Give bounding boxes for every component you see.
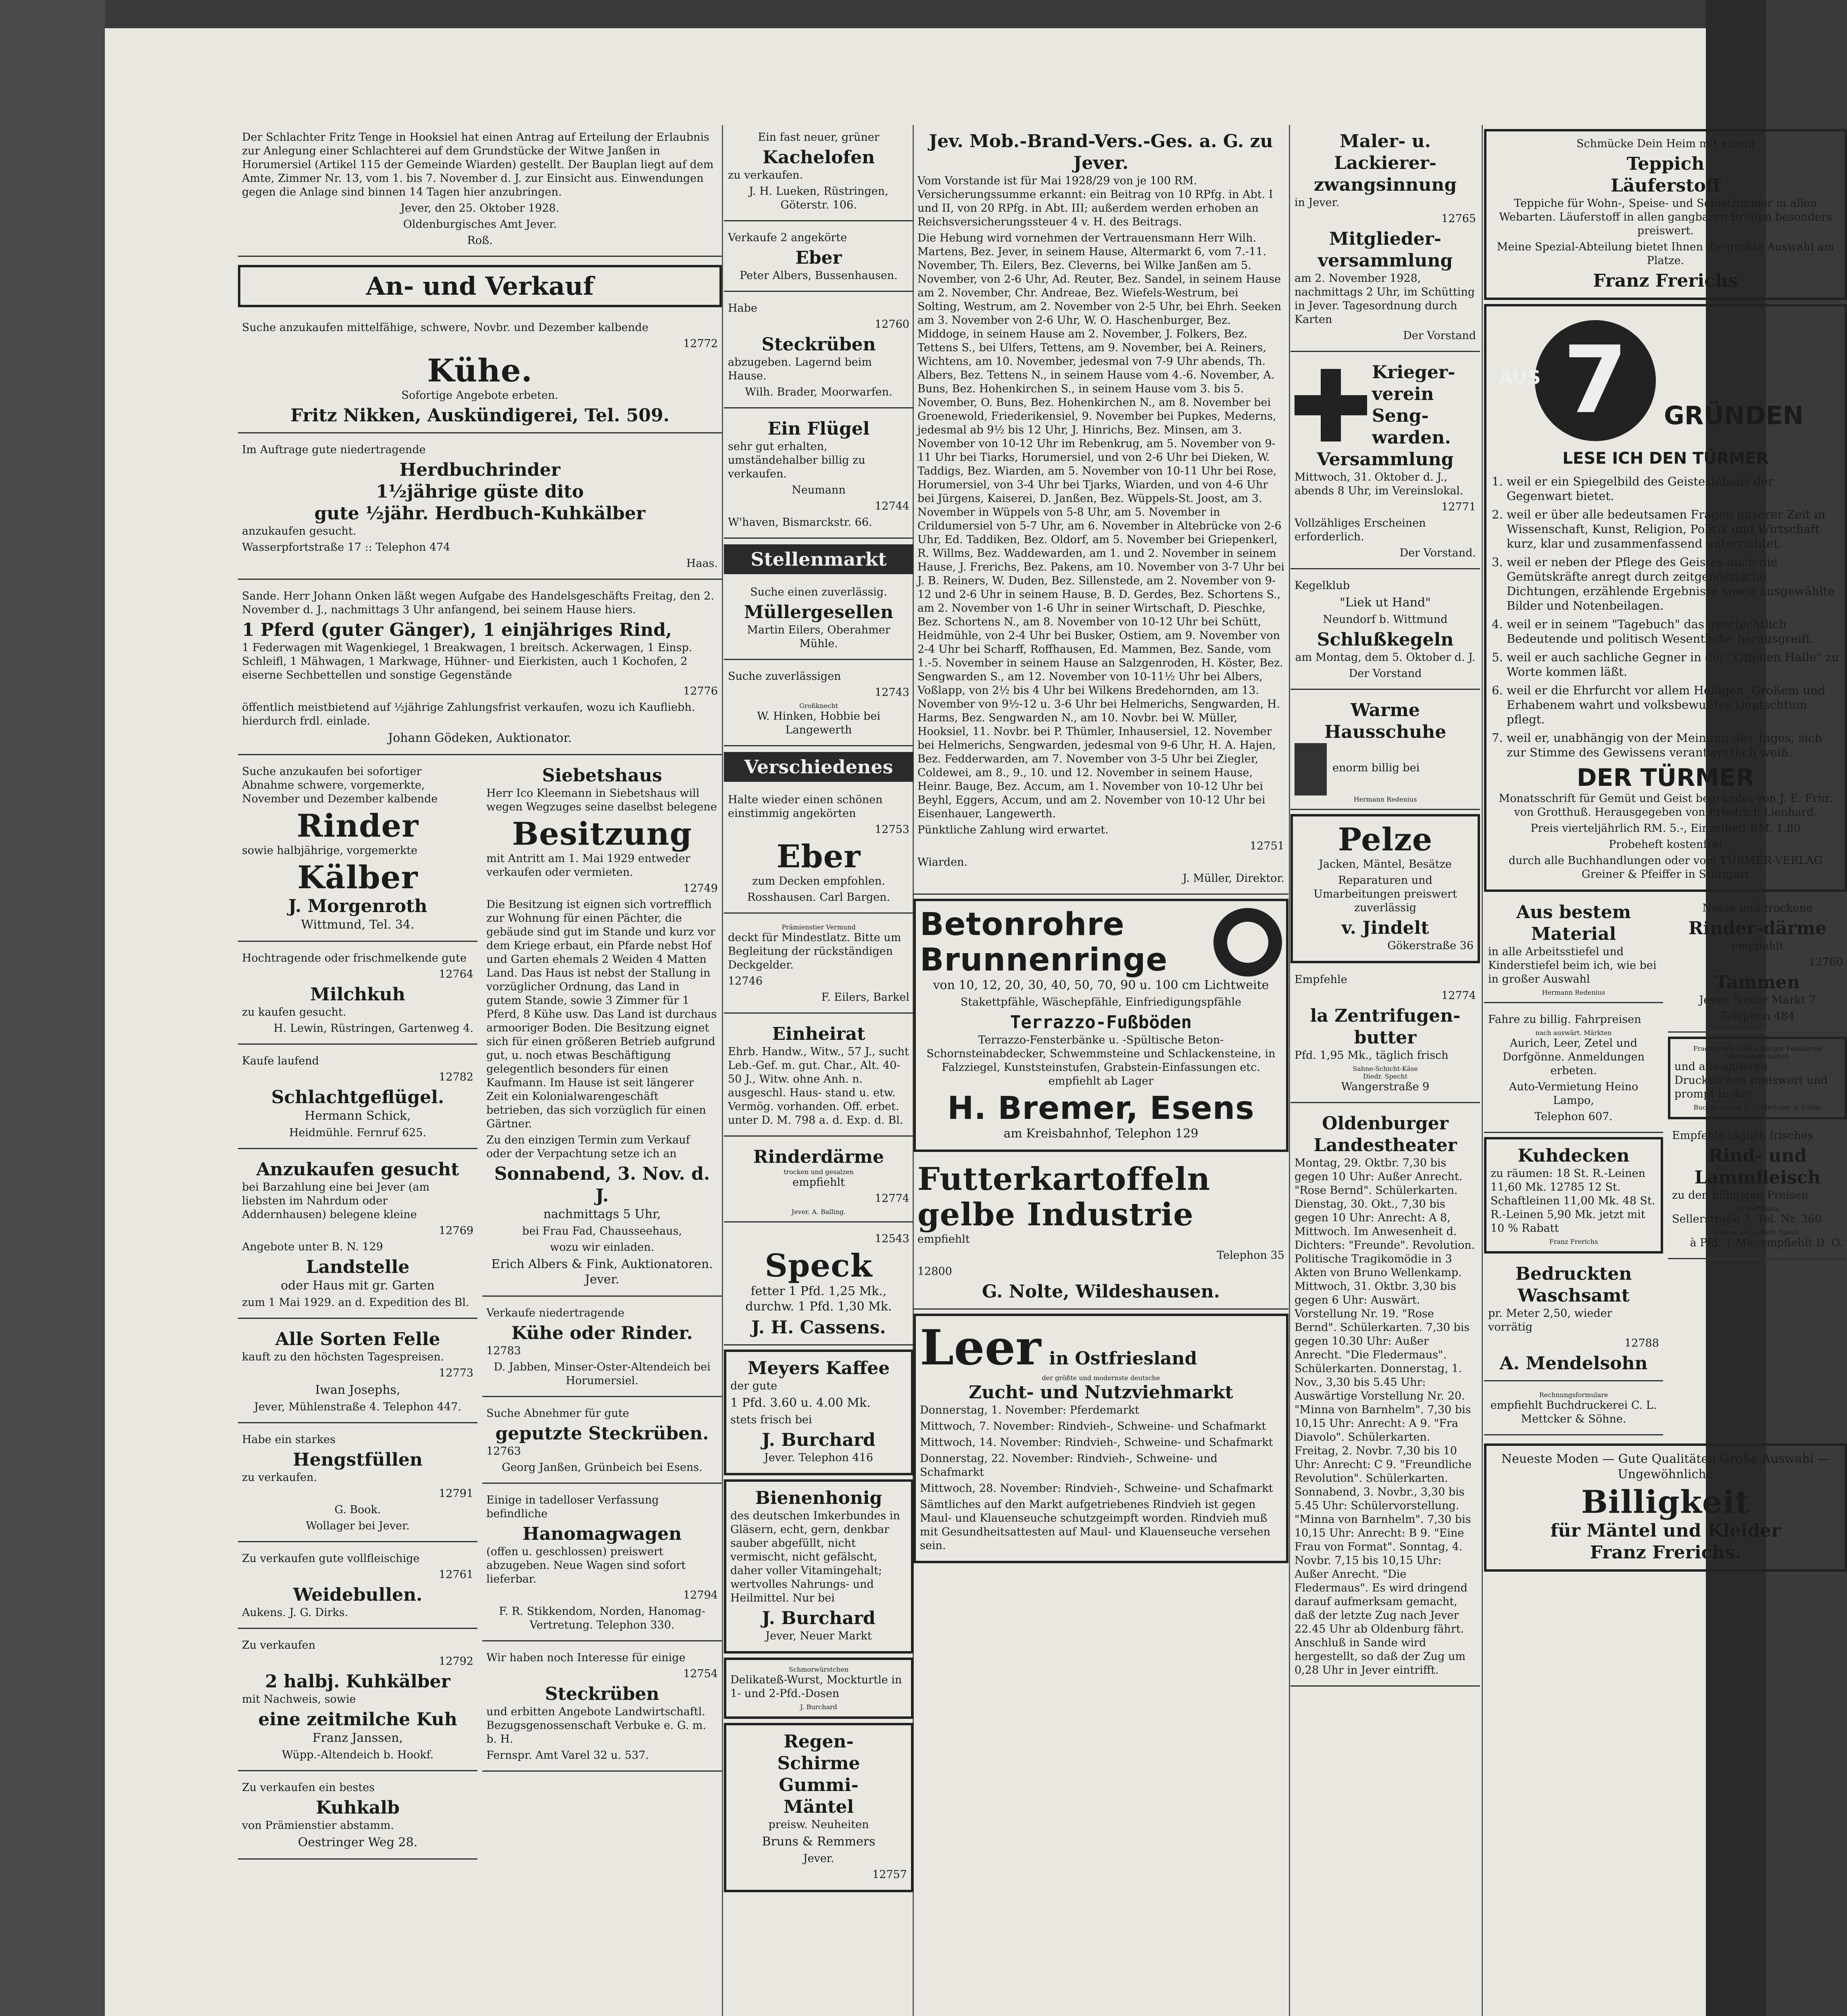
ad-kuehe-oder-rinder: Verkaufe niedertragende Kühe oder Rinder. 12783 D. Jabben, Minser-Oster-Altendeich bei Horumersiel. (482, 1301, 722, 1397)
ad-kuhkalb: Zu verkaufen ein bestes Kuhkalb von Prämienstier abstamm. Oestringer Weg 28. (238, 1775, 477, 1860)
column-2 (724, 125, 913, 2016)
ad-grossknecht: Suche zuverlässigen 12743 Großknecht W. Hinken, Hobbie bei Langewerth (724, 664, 913, 746)
column-4 (1290, 125, 1480, 2016)
ad-billigkeit: Neueste Moden — Gute Qualitäten Große Auswahl — Ungewöhnliche Billigkeit für Mäntel und Kleider Franz Frerichs. (1484, 1443, 1847, 1572)
leer-date-1: Donnerstag, 1. November: Pferdemarkt (920, 1404, 1139, 1416)
ad-eber-decken: Halte wieder einen schönen einstimmig angekörten 12753 Eber zum Decken empfohlen. Rosshausen. Carl Bargen. (724, 787, 913, 914)
ad-siebetshaus: Siebetshaus Herr Ico Kleemann in Siebetshaus will wegen Wegzuges seine daselbst belegene Besitzung mit Antritt am 1. Mai 1929 entweder verkaufen oder vermieten. 12749 Die Besitzung ist eignen sich vortrefflich zur Wohnung für einen Pächter, die gebäude sind gut im Stande und kurz vor dem Kriege erbaut, ein Pfarde nebst Hof und Garten ehemals 2 Weiden 4 Matten Land. Das Haus ist nebst der Stallung in vorzüglicher Ordnung, das Land in gutem Stande, sowie 3 Zimmer für 1 Pferd, 8 Kühe usw. Das Land ist durchaus armooriger Boden. Die Besitzung eignet sich für einen größeren Betrieb aufgrund gut, u. noch etwas Beschäftigung gelegentlich besonders für einen Kaufmann. Im Hause ist seit längerer Zeit ein Kolonialwarengeschäft betrieben, das sich vorzüglich für einen Gärtner. Zu den einzigen Termin zum Verkauf oder der Verpachtung setze ich an Sonnabend, 3. Nov. d. J. nachmittags 5 Uhr, bei Frau Fad, Chausseehaus, wozu wir einladen. Erich Albers & Fink, Auktionatoren. Jever. (482, 759, 722, 1297)
leer-date-4: Donnerstag, 22. November: Rindvieh-, Schweine- und Schafmarkt (920, 1452, 1217, 1479)
section-title-stellenmarkt: Stellenmarkt (724, 544, 913, 574)
ad-kriegerverein: Krieger-verein Seng-warden. Versammlung Mittwoch, 31. Oktober d. J., abends 8 Uhr, im Vereinslokal. 12771 Vollzähliges Erscheinen erforderlich. Der Vorstand. (1290, 356, 1480, 569)
leer-date-5: Mittwoch, 28. November: Rindvieh-, Schweine- und Schafmarkt (920, 1482, 1273, 1495)
beton-header: Betonrohre Brunnenringe (920, 907, 1282, 978)
ad-bestes-material: Aus bestem Material in alle Arbeitsstiefel und Kinderstiefel beim ich, wie bei in großer Auswahl Hermann Redenius (1484, 896, 1663, 1003)
ad-eber: Verkaufe 2 angekörte Eber Peter Albers, Bussenhausen. (724, 225, 913, 292)
ad-betonrohre: Betonrohre Brunnenringe von 10, 12, 20, 30, 40, 50, 70, 90 u. 100 cm Lichtweite Stakettpfähle, Wäschepfähle, Einfriedigungspfähle Terrazzo-Fußböden Terrazzo-Fensterbänke u. -Spültische Beton-Schornsteinabdecker, Schwemmsteine und Schlackensteine, in Falzziegel, Kunststeinstufen, Grabstein-Einfassungen etc. empfiehlt ab Lager H. Bremer, Esens am Kreisbahnhof, Telephon 129 (913, 899, 1288, 1152)
ad-zentrifugenbutter: Empfehle 12774 la Zentrifugen-butter Pfd. 1,95 Mk., täglich frisch Sahne-Schicht-Käse Diedr. Specht Wangerstraße 9 (1290, 967, 1480, 1103)
col1-right (482, 759, 722, 1864)
ad-milchkuh: Hochtragende oder frischmelkende gute 12764 Milchkuh zu kaufen gesucht. H. Lewin, Rüstringen, Gartenweg 4. (238, 946, 477, 1045)
ad-der-tuermer: AUS 7 GRÜNDEN LESE ICH DEN TÜRMER 1. weil er ein Spiegelbild des Geisteslebens der Gegenwart bietet. 2. weil er über alle bedeutsamen Fragen unserer Zeit in Wissenschaft, Kunst, Religion, Politik und Wirtschaft kurz, klar und zusammenfassend unterrichtet. 3. weil er neben der Pflege des Geistes auch die Gemütskräfte anregt durch zeitgenössische Dichtungen, erzählende Ergebnisse sowie ausgewählte Bilder und Notenbeilagen. 4. weil er in seinem "Tagebuch" das geschichtlich Bedeutende und politisch Wesentliche herausgreift. 5. weil er auch sachliche Gegner in der "Offenen Halle" zu Worte kommen läßt. 6. weil er die Ehrfurcht vor allem Heiligen, Großem und Erhabenem wahrt und volksbewußtes Deutschtum pflegt. 7. weil er, unabhängig von der Meinung des Tages, sich zur Stimme des Gewissens verantwortlich weiß. DER TÜRMER Monatsschrift für Gemüt und Geist begründet von J. E. Frhr. von Grotthuß. Herausgegeben von Friedrich Lienhard. Preis vierteljährlich RM. 5.-, Einzelheft RM. 1,80 Probeheft kostenfrei durch alle Buchhandlungen oder vom TÜRMER-VERLAG Greiner & Pfeiffer in Stuttgart (1484, 304, 1847, 892)
ad-praemienstier: Prämienstier Vermund deckt für Mindestlatz. Bitte um Begleitung der rückständigen Deckgelder. 12746 F. Eilers, Barkel (724, 918, 913, 1014)
ad-kachelofen: Ein fast neuer, grüner Kachelofen zu verkaufen. J. H. Lueken, Rüstringen, Göterstr. 106. (724, 125, 913, 221)
newspaper-page (105, 28, 1843, 2016)
seven-badge: 7 (1535, 320, 1656, 441)
ad-fluegel: Ein Flügel sehr gut erhalten, umständehalber billig zu verkaufen. Neumann 12744 W'haven, Bismarckstr. 66. (724, 412, 913, 539)
tuermer-header: AUS 7 GRÜNDEN (1491, 312, 1841, 449)
col5-split (1484, 896, 1847, 1439)
column-rule (1482, 125, 1483, 2016)
ad-rinder-kaelber: Suche anzukaufen bei sofortiger Abnahme schwere, vorgemerkte, November und Dezember kalbende Rinder sowie halbjährige, vorgemerkte Kälber J. Morgenroth Wittmund, Tel. 34. (238, 759, 477, 942)
ring-icon (1213, 908, 1282, 977)
leer-date-2: Mittwoch, 7. November: Rindvieh-, Schweine- und Schafmarkt (920, 1420, 1266, 1433)
col5-right (1668, 896, 1847, 1439)
col5-left (1484, 896, 1663, 1439)
ad-kegelklub: Kegelklub "Liek ut Hand" Neundorf b. Wittmund Schlußkegeln am Montag, dem 5. Oktober d. J. Der Vorstand (1290, 573, 1480, 690)
notice-tenge: Der Schlachter Fritz Tenge in Hooksiel hat einen Antrag auf Erteilung der Erlaubnis zur Anlegung einer Schlachterei auf dem Grundstücke der Witwe Janßen in Horumersiel (Artikel 115 der Gemeinde Wiarden) gestellt. Der Bauplan liegt auf dem Amte, Zimmer Nr. 13, vom 1. bis 7. November d. J. zur Einsicht aus. Einwendungen gegen die Anlage sind binnen 14 Tagen hier anzubringen. Jever, den 25. Oktober 1928. Oldenburgisches Amt Jever. Roß. (238, 125, 722, 257)
column-3 (913, 125, 1288, 2016)
ad-steckrueben-gesucht: Wir haben noch Interesse für einige 12754 Steckrüben und erbitten Angebote Landwirtschaftl. Bezugsgenossenschaft Verbuke e. G. m. b. H. Fernspr. Amt Varel 32 u. 537. (482, 1645, 722, 1772)
ad-rinderdaerme: Rinderdärme trocken und gesalzen empfiehlt 12774 Jever. A. Balling. (724, 1141, 913, 1223)
ad-landestheater: Oldenburger Landestheater Montag, 29. Oktbr. 7,30 bis gegen 10 Uhr: Außer Anrecht. "Rose Bernd". Schülerkarten. Dienstag, 30. Okt., 7,30 bis gegen 10 Uhr: Anrecht: A 8, Mittwoch. Im Anwesenheit d. Dichters: "Freunde". Revolution. Politische Tragikomödie in 3 Akten von Bruno Wellenkamp. Mittwoch, 31. Oktbr. 3,30 bis gegen 6 Uhr: Auswärt. Vorstellung Nr. 19. "Rose Bernd". Schülerkarten. 7,30 bis gegen 10.30 Uhr: Außer Anrecht. "Die Fledermaus". Schülerkarten. Donnerstag, 1. Nov., 3,30 bis 5.45 Uhr: Auswärtige Vorstellung Nr. 20. "Minna von Barnhelm". 7,30 bis 10,15 Uhr: Anrecht: A 9. "Fra Diavolo". Schülerkarten. Freitag, 2. Novbr. 7,30 bis 10 Uhr: Anrecht: C 9. "Freundliche Revolution". Schülerkarten. Sonnabend, 3. Novbr., 3,30 bis 5.45 Uhr: Schülervorstellung. "Minna von Barnhelm". 7,30 bis 10,15 Uhr: Anrecht: B 9. "Eine Frau von Format". Sonntag, 4. Novbr. 7,15 bis 10,15 Uhr: Außer Anrecht. "Die Fledermaus". Es wird dringend darauf aufmerksam gemacht, daß der letzte Zug nach Jever 22.45 Uhr ab Oldenburg fährt. Anschluß in Sande wird hergestellt, so daß der Zug um 0,28 Uhr in Jever eintrifft. (1290, 1107, 1480, 1687)
ad-leer-viehmarkt: Leer in Ostfriesland der größte und modernste deutsche Zucht- und Nutzviehmarkt Donnerstag, 1. November: Pferdemarkt Mittwoch, 7. November: Rindvieh-, Schweine- und Schafmarkt Mittwoch, 14. November: Rindvieh-, Schweine- und Schafmarkt Donnerstag, 22. November: Rindvieh-, Schweine- und Schafmarkt Mittwoch, 28. November: Rindvieh-, Schweine- und Schafmarkt Sämtliches auf den Markt aufgetriebenes Rindvieh ist gegen Maul- und Klauenseuche schutzgeimpft worden. Rindvieh muß mit Gesundheitsattesten auf Maul- und Klauenseuche versehen sein. (913, 1314, 1288, 1563)
ad-onken-auction: Sande. Herr Johann Onken läßt wegen Aufgabe des Handelsgeschäfts Freitag, den 2. November d. J., nachmittags 3 Uhr anfangend, bei seinem Hause hiers. 1 Pferd (guter Gänger), 1 einjähriges Rind, 1 Federwagen mit Wagenkiegel, 1 Breakwagen, 1 breitsch. Ackerwagen, 1 Einsp. Schleifl, 1 Mähwagen, 1 Markwage, Hühner- und Eierkisten, auch 1 Kochofen, 2 eiserne Sechbettellen und sonstige Gegenstände 12776 öffentlich meistbietend auf ½jährige Zahlungsfrist verkaufen, wozu ich Kaufliebh. hierdurch frdl. einlade. Johann Gödeken, Auktionator. (238, 584, 722, 755)
ad-weidebullen: Zu verkaufen gute vollfleischige 12761 Weidebullen. Aukens. J. G. Dirks. (238, 1546, 477, 1629)
ad-einheirat: Einheirat Ehrb. Handw., Witw., 57 J., sucht Leb.-Gef. m. gut. Char., Alt. 40-50 J., Witw. ohne Anh. n. ausgeschl. Haus- stand u. etw. Vermög. vorhanden. Off. erbet. unter D. M. 798 a. d. Exp. d. Bl. (724, 1018, 913, 1137)
ad-regenschirme: Regen- Schirme Gummi- Mäntel preisw. Neuheiten Bruns & Remmers Jever. 12757 (724, 1723, 913, 1892)
ad-hanomagwagen: Einige in tadelloser Verfassung befindliche Hanomagwagen (offen u. geschlossen) preiswert abzugeben. Neue Wagen sind sofort lieferbar. 12794 F. R. Stikkendom, Norden, Hanomag-Vertretung. Telephon 330. (482, 1488, 722, 1641)
ad-speck: 12543 Speck fetter 1 Pfd. 1,25 Mk., durchw. 1 Pfd. 1,30 Mk. J. H. Cassens. (724, 1227, 913, 1345)
ad-felle: Alle Sorten Felle kauft zu den höchsten Tagespreisen. 12773 Iwan Josephs, Jever, Mühlenstraße 4. Telephon 447. (238, 1323, 477, 1423)
col1-split (238, 759, 722, 1864)
slipper-icon (1295, 743, 1327, 796)
leer-date-3: Mittwoch, 14. November: Rindvieh-, Schweine- und Schafmarkt (920, 1436, 1273, 1449)
ad-rechnungsformulare: Rechnungsformulare empfiehlt Buchdruckerei C. L. Mettcker & Söhne. (1484, 1385, 1663, 1435)
ad-rind-lammfleisch: Empfehle täglich frisches Rind- und Lammfleisch zu den billigsten Preisen M. Hoffmann Sellerstraße 7, Tel. Nr. 360 Fetten geräuchert. Speck à Pfd. 1 Mk. empfiehlt D. O. (1668, 1123, 1847, 1259)
ad-steckrueben: Habe 12760 Steckrüben abzugeben. Lagernd beim Hause. Wilh. Brader, Moorwarfen. (724, 296, 913, 408)
ad-kuhdecken: Kuhdecken zu räumen: 18 St. R.-Leinen 11,60 Mk. 12785 12 St. Schaftleinen 11,00 Mk. 48 St. R.-Leinen 5,90 Mk. jetzt mit 10 % Rabatt Franz Frerichs (1484, 1137, 1663, 1254)
ad-schmorwuerstchen: Schmorwürstchen Delikateß-Wurst, Mockturtle in 1- und 2-Pfd.-Dosen J. Burchard (724, 1658, 913, 1719)
tuermer-reasons: 1. weil er ein Spiegelbild des Geisteslebens der Gegenwart bietet. 2. weil er über alle bedeutsamen Fragen unserer Zeit in Wissenschaft, Kunst, Religion, Politik und Wirtschaft kurz, klar und zusammenfassend unterrichtet. 3. weil er neben der Pflege des Geistes auch die Gemütskräfte anregt durch zeitgenössische Dichtungen, erzählende Ergebnisse sowie ausgewählte Bilder und Notenbeilagen. 4. weil er in seinem "Tagebuch" das geschichtlich Bedeutende und politisch Wesentliche herausgreift. 5. weil er auch sachliche Gegner in der "Offenen Halle" zu Worte kommen läßt. 6. weil er die Ehrfurcht vor allem Heiligen, Großem und Erhabenem wahrt und volksbewußtes Deutschtum pflegt. 7. weil er, unabhängig von der Meinung des Tages, sich zur Stimme des Gewissens verantwortlich weiß. (1491, 474, 1841, 760)
ad-frachtbriefe: Frachtbriefe Kolli-anhänger Postkarten Nachnahme-karten und alle anderen Drucksachen preiswert und prompt in der Buchdruckerei C. L. Mettcker & Söhne (1668, 1037, 1847, 1119)
ad-kuehe: Suche anzukaufen mittelfähige, schwere, Novbr. und Dezember kalbende 12772 Kühe. Sofortige Angebote erbeten. Fritz Nikken, Auskündigerei, Tel. 509. (238, 315, 722, 433)
ad-meyers-kaffee: Meyers Kaffee der gute 1 Pfd. 3.60 u. 4.00 Mk. stets frisch bei J. Burchard Jever. Telephon 416 (724, 1350, 913, 1475)
ad-hengstfuellen: Habe ein starkes Hengstfüllen zu verkaufen. 12791 G. Book. Wollager bei Jever. (238, 1427, 477, 1542)
col1-left (238, 759, 477, 1864)
column-rule (722, 125, 723, 2016)
ad-geputzte-steckrueben: Suche Abnehmer für gute geputzte Steckrüben. 12763 Georg Janßen, Grünbeich bei Esens. (482, 1401, 722, 1484)
iron-cross-icon (1295, 369, 1367, 442)
ad-auto-vermietung: Fahre zu billig. Fahrpreisen nach auswärt. Märkten Aurich, Leer, Zetel und Dorfgönne. Anmeldungen erbeten. Auto-Vermietung Heino Lampo, Telephon 607. (1484, 1007, 1663, 1133)
ad-teppich: Schmücke Dein Heim mit einem Teppich Läuferstoff Teppiche für Wohn-, Speise- und Schlafzimmer in allen Webarten. Läuferstoff in allen gangbaren Breiten besonders preiswert. Meine Spezial-Abteilung bietet Ihnen die größte Auswahl am Platze. Franz Frerichs (1484, 129, 1847, 300)
ad-kuhkaelber: Zu verkaufen 12792 2 halbj. Kuhkälber mit Nachweis, sowie eine zeitmilche Kuh Franz Janssen, Wüpp.-Altendeich b. Hookf. (238, 1633, 477, 1771)
ad-naturdaerme: Nasse und trockene Rinder-därme empfiehlt 12760 Tammen Jever, Neuer Markt 7 Telephon 484 (1668, 896, 1847, 1033)
scan-background-left (0, 0, 105, 2016)
ad-muellergesellen: Suche einen zuverlässig. Müllergesellen Martin Eilers, Oberahmer Mühle. (724, 580, 913, 660)
column-5 (1484, 125, 1847, 2016)
ad-waschsamt: Bedruckten Waschsamt pr. Meter 2,50, wieder vorrätig 12788 A. Mendelsohn (1484, 1258, 1663, 1381)
ad-schlachtgefluegel: Kaufe laufend 12782 Schlachtgeflügel. Hermann Schick, Heidmühle. Fernruf 625. (238, 1049, 477, 1149)
ad-bienenhonig: Bienenhonig des deutschen Imkerbundes in Gläsern, echt, gern, denkbar sauber abgefüllt, nicht vermischt, nicht gefälscht, daher voller Vitamingehalt; wertvolles Nahrungs- und Heilmittel. Nur bei J. Burchard Jever, Neuer Markt (724, 1479, 913, 1654)
section-title-verschiedenes: Verschiedenes (724, 752, 913, 782)
column-1 (238, 125, 722, 2016)
ad-brandversicherung: Jev. Mob.-Brand-Vers.-Ges. a. G. zu Jever. Vom Vorstande ist für Mai 1928/29 von je 100 RM. Versicherungssumme erkannt: ein Beitrag von 10 RPfg. in Abt. I und II, von 20 RPfg. in Abt. III; außerdem werden erhoben an Reichsversicherungssteuer 4 v. H. des Beitrags. Die Hebung wird vornehmen der Vertrauensmann Herr Wilh. Martens, Bez. Jever, in seinem Hause, Altermarkt 6, vom 7.-11. November, Th. Eilers, Bez. Cleverns, bei Wilke Janßen am 5. November, von 2-6 Uhr, Ad. Reuter, Bez. Sandel, in seinem Hause am 2. November, Chr. Andreae, Bez. Wiefels-Westrum, bei Solting, Westrum, am 2. November von 2-5 Uhr, bei Ehrh. Seeken am 3. November von 2-6 Uhr, W. O. Haschenburger, Bez. Middoge, in seinem Hause am 2. November, J. Folkers, Bez. Tettens S., bei Ulfers, Tettens, am 9. November, bei A. Reiners, Wichtens, am 10. November, jedesmal von 7-9 Uhr abends, Th. Albers, Bez. Tettens N., in seinem Hause vom 4.-6. November, A. Buns, Bez. Hohenkirchen S., in seinem Hause vom 3. bis 5. November, O. Buns, Bez. Hohenkirchen N., am 8. November bei Groenewold, Friederikensiel, 9. November bei Pupkes, Mederns, jedesmal ab 9½ bis 12 Uhr, J. Hinrichs, Bez. Minsen, am 3. November von 10-12 Uhr im Rebenkrug, am 5. November von 9-11 Uhr bei Tiarks, Horumersiel, und von 2-6 Uhr bei Dieken, W. Taddigs, Bez. Wiarden, am 5. November von 10-11 Uhr bei Rose, Horumersiel, von 3-4 Uhr bei Tjarks, Wiarden, und von 4-6 Uhr bei Jürgens, Kaiserei, D. Janßen, Bez. Wüppels-St. Joost, am 3. November in Wüppels von 5-8 Uhr, am 5. November in Crildumersiel von 5-7 Uhr, am 6. November in Altebrücke von 2-6 Uhr, Ed. Taddiken, Bez. Oldorf, am 5. November bei Griepenkerl, R. Willms, Bez. Waddewarden, am 1. und 2. November in seinem Hause, J. Frerichs, Bez. Pakens, am 10. November von 3-7 Uhr bei J. B. Reiners, W. Duden, Bez. Sillenstede, am 2. November von 9-12 und 2-6 Uhr in seinem Hause, B. D. Gerdes, Bez. Schortens S., am 2. November von 1-6 Uhr in seiner Wirtschaft, D. Pieschke, Bez. Schortens N., am 8. November von 10-12 Uhr bei Schütt, Heidmühle, von 2-4 Uhr bei Busker, Ostiem, am 9. November von 2-4 Uhr bei Scharff, Roffhausen, Ed. Mammen, Bez. Sande, vom 1.-5. November in seinem Hause an Salzgenroden, H. Köster, Bez. Sengwarden S., am 12. November von 10-11½ Uhr bei Albers, Voßlapp, von 2½ bis 4 Uhr bei Wilkens Bredehornden, am 13. November von 9½-12 u. 3-6 Uhr bei Helmerichs, Sengwarden, H. Harms, Bez. Sengwarden N., am 10. Novbr. bei W. Müller, Hooksiel, 11. Novbr. bei P. Thümler, Inhausersiel, 12. November bei Helmerichs, Sengwarden, jedesmal von 9-6 Uhr, H. A. Hajen, Bez. Fedderwarden, am 7. November von 3-5 Uhr bei Ziegler, Coldewei, am 8., 9., 10. und 12. November in seinem Hause, Heinr. Bauge, Bez. Accum, am 1. November von 10-12 Uhr bei Beyhl, Eggers, Accum, und am 2. November von 10-12 Uhr bei Eisenhauer, Langewerth. Pünktliche Zahlung wird erwartet. 12751 Wiarden. J. Müller, Direktor. (913, 125, 1288, 895)
ad-pelze: Pelze Jacken, Mäntel, Besätze Reparaturen und Umarbeitungen preiswert zuverlässig v. Jindelt Gökerstraße 36 (1290, 814, 1480, 963)
column-rule (1289, 125, 1290, 2016)
ad-herdbuchrinder: Im Auftrage gute niedertragende Herdbuchrinder 1½jährige güste dito gute ½jähr. Herdbuch-Kuhkälber anzukaufen gesucht. Wasserpfortstraße 17 :: Telephon 474 Haas. (238, 437, 722, 580)
ad-futterkartoffeln: Futterkartoffeln gelbe Industrie empfiehlt Telephon 35 12800 G. Nolte, Wildeshausen. (913, 1156, 1288, 1310)
ad-landstelle: Anzukaufen gesucht bei Barzahlung eine bei Jever (am liebsten im Nahrdum oder Addernhausen) belegene kleine 12769 Angebote unter B. N. 129 Landstelle oder Haus mit gr. Garten zum 1 Mai 1929. an d. Expedition des Bl. (238, 1153, 477, 1319)
ad-maler-innung: Maler- u. Lackierer-zwangsinnung in Jever. 12765 Mitglieder-versammlung am 2. November 1928, nachmittags 2 Uhr, im Schütting in Jever. Tagesordnung durch Karten Der Vorstand (1290, 125, 1480, 352)
section-title-an-und-verkauf: An- und Verkauf (238, 265, 722, 307)
ad-hausschuhe: Warme Hausschuhe enorm billig bei Hermann Redenius (1290, 694, 1480, 810)
